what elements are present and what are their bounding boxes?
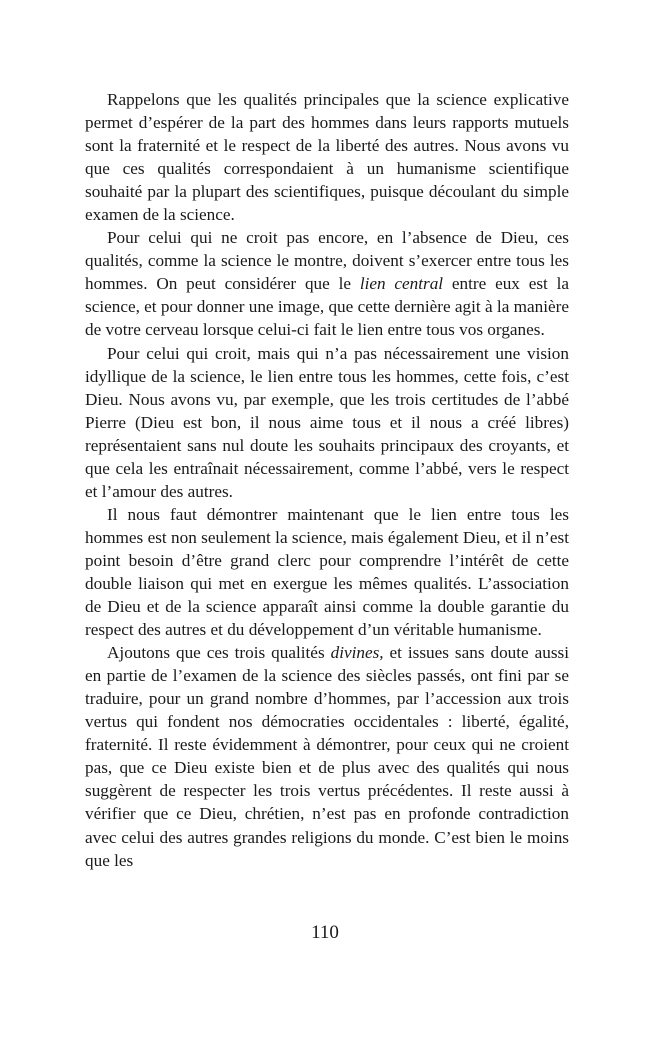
paragraph-3-text: Pour celui qui croit, mais qui n’a pas nécessairement une vision idyllique de la science, le lien entre tous les hommes, cette fois, c’est Dieu. Nous avons vu, par exemple, que les trois certitudes de l’abbé Pierre (Dieu est bon, il nous aime tous et il nous a créé libres) représentaient sans nul doute les souhaits principaux des croyants, et que cela les entraînait nécessairement, comme l’abbé, vers le respect et l’amour des autres. [85,343,569,501]
body-text [85,88,569,872]
paragraph-5-text-end: et issues sans doute aussi en partie de l’examen de la science des siècles passés, ont fini par se traduire, pour un grand nombre d’hommes, par l’accession aux trois vertus qui fondent nos démocraties occidentales : liberté, égalité, fraternité. Il reste évidemment à démontrer, pour ceux qui ne croient pas, que ce Dieu existe bien et de plus avec des qualités qui nous suggèrent de respecter les trois vertus précédentes. Il reste aussi à vérifier que ce Dieu, chrétien, n’est pas en profonde contradiction avec celui des autres grandes religions du monde. C’est bien le moins que les [85,643,569,870]
paragraph-3 [85,342,569,503]
paragraph-5 [85,641,569,871]
paragraph-2-text-end: entre eux est la science, et pour donner une image, que cette dernière agit à la manière de votre cerveau lorsque celui-ci fait le lien entre tous vos organes. [85,274,570,340]
paragraph-4-text: Il nous faut démontrer maintenant que le lien entre tous les hommes est non seulement la science, mais également Dieu, et il n’est point besoin d’être grand clerc pour comprendre l’intérêt de cette double liaison qui met en exergue les mêmes qualités. L’association de Dieu et de la science apparaît ainsi comme la double garantie du respect des autres et du développement d’un véritable humanisme. [85,504,569,640]
paragraph-1-text: Rappelons que les qualités principales que la science explicative permet d’espérer de la part des hommes dans leurs rapports mutuels sont la fraternité et le respect de la liberté des autres. Nous avons vu que ces qualités correspondaient à un humanisme scientifique souhaité par la plupart des scientifiques, puisque découlant du simple examen de la science. [85,90,569,225]
paragraph-1 [85,88,569,226]
paragraph-5-text-start: Ajoutons que ces trois qualités [107,643,331,663]
paragraph-4 [85,503,569,641]
emphasis-lien-central: lien central [359,274,444,294]
emphasis-divines: divines, [330,643,384,663]
paragraph-2 [85,226,569,341]
paragraph-2-text-start: Pour celui qui ne croit pas encore, en l’absence de Dieu, ces qualités, comme la science le montre, doivent s’exercer entre tous les hommes. On peut considérer que le [85,228,569,294]
page-number: 110 [311,922,339,943]
